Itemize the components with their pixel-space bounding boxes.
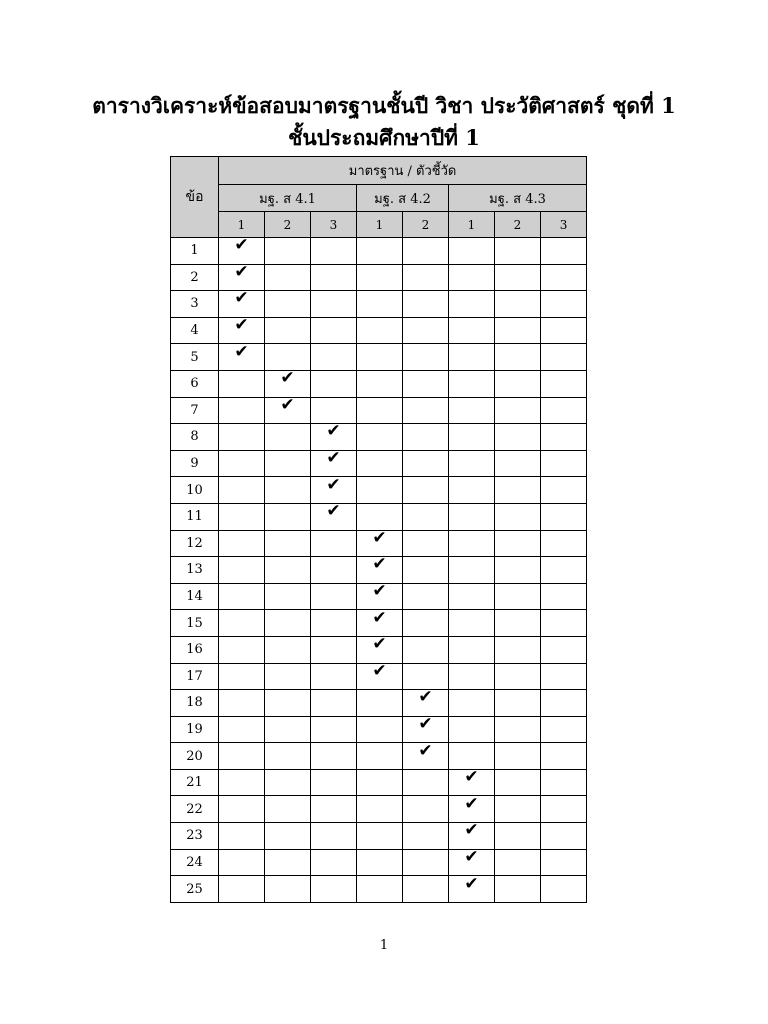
check-mark-icon: ✔ [326,421,341,442]
item-number-cell: 4 [171,317,219,344]
indicator-cell [311,583,357,610]
indicator-cell [541,690,587,717]
indicator-cell [219,370,265,397]
item-number-cell: 16 [171,636,219,663]
indicator-cell [357,583,403,610]
indicator-header: 3 [541,212,587,238]
indicator-cell [495,876,541,903]
indicator-cell [403,424,449,451]
item-number-cell: 12 [171,530,219,557]
check-mark-icon: ✔ [234,288,249,309]
indicator-cell [357,607,403,637]
indicator-cell [219,690,265,717]
indicator-cell [265,823,311,850]
indicator-cell [449,238,495,265]
item-number-cell: 8 [171,424,219,451]
indicator-cell [357,690,403,717]
indicator-cell [265,238,311,265]
check-mark-icon: ✔ [464,873,479,894]
indicator-cell [403,769,449,796]
item-number-cell: 13 [171,557,219,584]
check-mark-icon: ✔ [464,846,479,867]
table-row [171,769,587,796]
check-mark-icon: ✔ [464,820,479,841]
indicator-cell [495,583,541,610]
check-mark-icon: ✔ [418,687,433,708]
indicator-cell [357,397,403,424]
indicator-cell [311,823,357,850]
indicator-cell [219,849,265,876]
standard-group-header: มฐ. ส 4.2 [357,185,449,212]
indicator-cell [403,344,449,371]
indicator-cell [311,557,357,584]
indicator-cell [219,796,265,823]
table-row [171,477,587,504]
indicator-cell [265,769,311,796]
indicator-cell [403,530,449,557]
table-row [171,557,587,584]
document-subtitle: ชั้นประถมศึกษาปีที่ 1 [288,125,480,150]
indicator-cell [495,716,541,743]
indicator-cell [403,636,449,663]
indicator-cell [495,823,541,850]
indicator-cell [541,450,587,477]
indicator-header: 2 [403,212,449,238]
indicator-cell [311,238,357,265]
document-title: ตารางวิเคราะห์ข้อสอบมาตรฐานชั้นปี วิชา ประวัติศาสตร์ ชุดที่ 1 [92,93,676,118]
table-row [171,344,587,371]
indicator-cell [311,716,357,743]
indicator-cell [495,370,541,397]
indicator-cell [403,370,449,397]
indicator-cell [449,793,495,823]
check-mark-icon: ✔ [280,368,295,389]
indicator-cell [449,370,495,397]
indicator-cell [357,344,403,371]
test-analysis-table [170,156,587,903]
item-number-cell: 17 [171,663,219,690]
check-mark-icon: ✔ [234,341,249,362]
indicator-cell [219,261,265,291]
indicator-cell [541,663,587,690]
indicator-cell [403,796,449,823]
indicator-cell [219,503,265,530]
check-mark-icon: ✔ [234,235,249,256]
item-number-cell: 10 [171,477,219,504]
indicator-cell [495,264,541,291]
indicator-header: 1 [357,212,403,238]
indicator-cell [265,876,311,903]
indicator-cell [495,530,541,557]
indicator-cell [403,687,449,717]
table-row [171,876,587,903]
indicator-cell [495,317,541,344]
indicator-cell [495,450,541,477]
indicator-cell [495,477,541,504]
check-mark-icon: ✔ [234,315,249,336]
item-number-cell: 2 [171,264,219,291]
indicator-cell [403,663,449,690]
indicator-cell [219,341,265,371]
indicator-cell [449,636,495,663]
item-number-cell: 3 [171,291,219,318]
indicator-cell [495,690,541,717]
indicator-header: 2 [495,212,541,238]
check-mark-icon: ✔ [372,634,387,655]
indicator-cell [219,477,265,504]
table-row [171,291,587,318]
indicator-cell [265,264,311,291]
indicator-cell [311,317,357,344]
indicator-cell [495,424,541,451]
indicator-cell [495,663,541,690]
indicator-cell [311,503,357,530]
indicator-cell [219,397,265,424]
indicator-cell [541,876,587,903]
indicator-cell [403,849,449,876]
indicator-cell [449,264,495,291]
indicator-cell [495,503,541,530]
standards-indicators-header: มาตรฐาน / ตัวชี้วัด [219,157,587,185]
indicator-cell [449,503,495,530]
item-number-cell: 5 [171,344,219,371]
indicator-cell [495,610,541,637]
standard-group-header: มฐ. ส 4.3 [449,185,587,212]
indicator-cell [541,769,587,796]
check-mark-icon: ✔ [418,713,433,734]
indicator-cell [403,397,449,424]
indicator-cell [541,291,587,318]
indicator-cell [265,530,311,557]
indicator-cell [311,344,357,371]
check-mark-icon: ✔ [418,740,433,761]
indicator-cell [357,636,403,663]
table-row [171,450,587,477]
indicator-cell [449,450,495,477]
table-row [171,370,587,397]
indicator-cell [403,450,449,477]
indicator-cell [219,317,265,344]
indicator-cell [357,503,403,530]
indicator-cell [311,876,357,903]
indicator-cell [311,421,357,451]
item-number-cell: 22 [171,796,219,823]
table-row [171,530,587,557]
indicator-header: 3 [311,212,357,238]
indicator-cell [449,663,495,690]
indicator-cell [265,743,311,770]
indicator-cell [449,344,495,371]
indicator-cell [265,477,311,504]
indicator-cell [541,344,587,371]
check-mark-icon: ✔ [234,261,249,282]
indicator-cell [403,264,449,291]
item-number-cell: 15 [171,610,219,637]
indicator-cell [265,690,311,717]
indicator-cell [403,503,449,530]
indicator-cell [219,876,265,903]
indicator-cell [449,743,495,770]
indicator-cell [541,743,587,770]
indicator-cell [357,527,403,557]
indicator-cell [219,288,265,318]
indicator-cell [449,690,495,717]
indicator-cell [265,317,311,344]
indicator-cell [357,370,403,397]
indicator-cell [541,238,587,265]
check-mark-icon: ✔ [372,660,387,681]
indicator-cell [403,740,449,770]
check-mark-icon: ✔ [326,448,341,469]
indicator-cell [541,424,587,451]
indicator-cell [357,477,403,504]
indicator-cell [449,610,495,637]
indicator-cell [495,557,541,584]
check-mark-icon: ✔ [326,474,341,495]
indicator-cell [219,716,265,743]
table-row [171,743,587,770]
indicator-cell [449,716,495,743]
indicator-cell [495,291,541,318]
table-row [171,823,587,850]
indicator-cell [311,849,357,876]
table-row [171,583,587,610]
indicator-cell [265,370,311,397]
table-row [171,397,587,424]
item-number-header: ข้อ [171,157,219,238]
indicator-cell [449,846,495,876]
indicator-cell [219,823,265,850]
table-row [171,424,587,451]
standard-group-header: มฐ. ส 4.1 [219,185,357,212]
indicator-cell [541,477,587,504]
indicator-cell [403,876,449,903]
table-row [171,849,587,876]
indicator-cell [219,235,265,265]
indicator-cell [311,291,357,318]
indicator-cell [311,450,357,477]
indicator-cell [265,394,311,424]
indicator-cell [357,876,403,903]
indicator-cell [495,344,541,371]
item-number-cell: 25 [171,876,219,903]
table-row [171,796,587,823]
table-row [171,716,587,743]
table-row [171,690,587,717]
table-row [171,636,587,663]
indicator-cell [357,743,403,770]
item-number-cell: 11 [171,503,219,530]
indicator-cell [357,554,403,584]
indicator-cell [311,610,357,637]
item-number-cell: 7 [171,397,219,424]
indicator-header: 1 [219,212,265,238]
item-number-cell: 21 [171,769,219,796]
indicator-cell [357,660,403,690]
indicator-cell [357,769,403,796]
indicator-cell [495,796,541,823]
indicator-cell [449,477,495,504]
indicator-cell [449,769,495,796]
indicator-cell [265,557,311,584]
indicator-cell [219,583,265,610]
indicator-cell [265,583,311,610]
indicator-cell [449,557,495,584]
indicator-cell [449,820,495,850]
indicator-cell [311,690,357,717]
indicator-cell [495,397,541,424]
indicator-cell [219,636,265,663]
indicator-cell [357,291,403,318]
indicator-cell [541,370,587,397]
indicator-header: 2 [265,212,311,238]
table-row [171,503,587,530]
indicator-cell [495,636,541,663]
indicator-cell [357,317,403,344]
indicator-cell [357,796,403,823]
page-number: 1 [379,938,389,953]
indicator-cell [219,610,265,637]
item-number-cell: 20 [171,743,219,770]
indicator-cell [403,317,449,344]
item-number-cell: 24 [171,849,219,876]
item-number-cell: 6 [171,370,219,397]
indicator-cell [449,397,495,424]
indicator-cell [311,636,357,663]
indicator-cell [541,317,587,344]
indicator-cell [265,610,311,637]
item-number-cell: 14 [171,583,219,610]
indicator-cell [541,610,587,637]
item-number-cell: 18 [171,690,219,717]
indicator-cell [541,503,587,530]
indicator-cell [403,238,449,265]
indicator-cell [495,238,541,265]
indicator-cell [219,450,265,477]
indicator-cell [541,849,587,876]
indicator-header: 1 [449,212,495,238]
indicator-cell [265,291,311,318]
indicator-cell [219,424,265,451]
indicator-cell [265,716,311,743]
table-row [171,264,587,291]
indicator-cell [541,796,587,823]
indicator-cell [219,743,265,770]
indicator-cell [449,530,495,557]
table-row [171,238,587,265]
item-number-cell: 23 [171,823,219,850]
indicator-cell [357,264,403,291]
indicator-cell [219,663,265,690]
indicator-cell [311,474,357,504]
item-number-cell: 9 [171,450,219,477]
indicator-cell [311,663,357,690]
indicator-cell [449,583,495,610]
indicator-cell [311,397,357,424]
check-mark-icon: ✔ [372,607,387,628]
check-mark-icon: ✔ [372,527,387,548]
indicator-cell [495,743,541,770]
indicator-cell [403,477,449,504]
indicator-cell [357,424,403,451]
indicator-cell [495,769,541,796]
item-number-cell: 1 [171,238,219,265]
table-row [171,317,587,344]
indicator-cell [219,557,265,584]
indicator-cell [449,424,495,451]
check-mark-icon: ✔ [280,394,295,415]
indicator-cell [311,769,357,796]
indicator-cell [541,557,587,584]
indicator-cell [357,849,403,876]
indicator-cell [403,823,449,850]
check-mark-icon: ✔ [326,501,341,522]
indicator-cell [265,450,311,477]
indicator-cell [403,583,449,610]
table-row [171,610,587,637]
check-mark-icon: ✔ [464,793,479,814]
indicator-cell [541,264,587,291]
indicator-cell [495,849,541,876]
indicator-cell [403,713,449,743]
table-row [171,663,587,690]
indicator-cell [357,823,403,850]
indicator-cell [311,264,357,291]
indicator-cell [265,344,311,371]
indicator-cell [265,424,311,451]
indicator-cell [311,370,357,397]
indicator-cell [403,291,449,318]
indicator-cell [541,583,587,610]
indicator-cell [311,796,357,823]
indicator-cell [541,397,587,424]
indicator-cell [265,663,311,690]
indicator-cell [219,530,265,557]
indicator-cell [541,636,587,663]
indicator-cell [357,450,403,477]
indicator-cell [311,743,357,770]
indicator-cell [265,503,311,530]
item-number-cell: 19 [171,716,219,743]
check-mark-icon: ✔ [372,554,387,575]
indicator-cell [311,530,357,557]
indicator-cell [265,636,311,663]
indicator-cell [449,291,495,318]
indicator-cell [403,557,449,584]
indicator-cell [449,317,495,344]
indicator-cell [357,716,403,743]
indicator-cell [357,238,403,265]
indicator-cell [541,716,587,743]
indicator-cell [403,610,449,637]
check-mark-icon: ✔ [464,767,479,788]
indicator-cell [219,769,265,796]
indicator-cell [265,849,311,876]
check-mark-icon: ✔ [372,581,387,602]
indicator-cell [541,530,587,557]
indicator-cell [541,823,587,850]
indicator-cell [265,796,311,823]
indicator-cell [449,873,495,903]
